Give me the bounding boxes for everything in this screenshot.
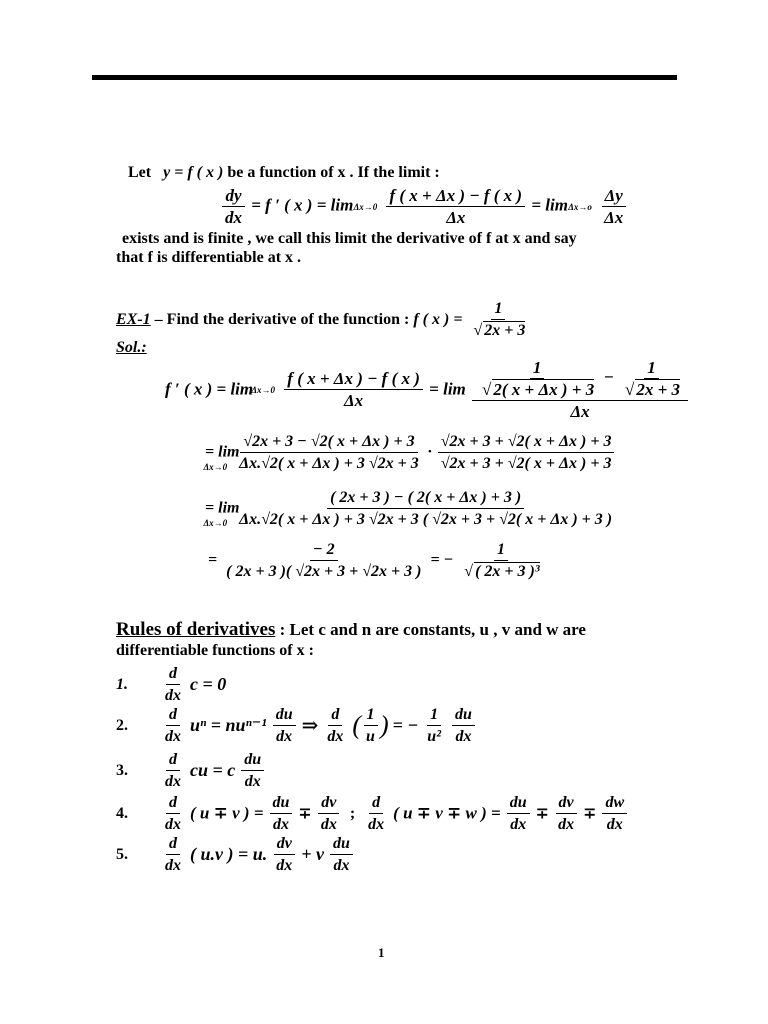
- def-eq-lim2: = lim: [531, 195, 568, 215]
- example-text: – Find the derivative of the function :: [154, 311, 410, 329]
- rule-5-expr: ( u.v ) = u.: [190, 844, 268, 864]
- sol-l4-final-fraction: 1 √ ( 2x + 3 )³: [459, 540, 542, 581]
- rule-4-expr-b: ( u ∓ v ∓ w ) =: [393, 803, 501, 823]
- sol-l2-sub: Δx→0: [203, 461, 228, 472]
- rules-heading-line: [116, 620, 586, 640]
- rule-5-number: 5.: [116, 845, 128, 863]
- def-difference-quotient: $\frac{f ( x + \Delta x ) - f ( x )}{\Delta x}$: [386, 186, 525, 227]
- rules-colon: :: [279, 620, 286, 639]
- rule-1-number: 1.: [116, 675, 128, 693]
- rule-5: 5. $\frac{d}{dx}$ ( u.v ) = u. $\frac{dv}{dx}$ + v $\frac{du}{dx}$: [116, 834, 355, 875]
- rule-5-plus-v: + v: [301, 844, 325, 864]
- sol-l2-prefix: = lim: [205, 443, 240, 461]
- sol-l2-dot: ·: [427, 443, 432, 461]
- def-eq-lim: = f ′ ( x ) = lim: [251, 195, 354, 215]
- sol-l2-fraction-a: $\frac{√2x + 3 - √2( x + \Delta x ) + 3}{\Delta x.√2( x + \Delta x ) + 3 √2x + 3}$: [239, 433, 419, 472]
- sol-l1-eq: = lim: [429, 379, 466, 399]
- intro-let-line: [128, 163, 440, 183]
- sol-l1-quotient: $\frac{f ( x + \Delta x ) - f ( x )}{\Delta x}$: [284, 369, 423, 410]
- sol-l1-lhs: f ′ ( x ) = lim: [165, 379, 254, 399]
- solution-line-3: [205, 488, 617, 529]
- example-func-fraction: 1 √ 2x + 3: [468, 299, 528, 340]
- rule-4: 4. $\frac{d}{dx}$ ( u ∓ v ) = $\frac{du}{dx}$ ∓ $\frac{dv}{dx}$ ; $\frac{d}{dx}$ ( u ∓ v ∓ w ) = $\frac{du}{dx}$ ∓ $\frac{dv}{dx}$ ∓ $\frac{dw}{dx}$: [116, 793, 629, 834]
- rule-2-expr-c: = −: [392, 715, 419, 735]
- def-lim-sub: Δx→0: [353, 201, 378, 212]
- let-suffix: be a function of x . If the limit :: [227, 164, 440, 181]
- solution-line-2: [205, 432, 616, 473]
- sol-l3-fraction: $\frac{( 2x + 3 ) - ( 2( x + \Delta x ) + 3 )}{\Delta x.√2( x + \Delta x ) + 3 √2x + 3 ( √2x + 3 + √2( x + \Delta x ) + 3 )}$: [239, 489, 613, 528]
- example-func-lhs: f ( x ) =: [413, 311, 463, 329]
- rule-2-expr-a: uⁿ = nuⁿ⁻¹: [190, 715, 267, 735]
- rule-2-implies: ⇒: [301, 715, 319, 737]
- rule-1-expr: c = 0: [190, 674, 227, 694]
- rules-heading-text: Let c and n are constants, u , v and w are: [289, 620, 586, 639]
- sol-l4-eq: = −: [430, 551, 454, 569]
- example-heading: [116, 300, 530, 341]
- derivative-definition: [220, 186, 628, 227]
- page-number: 1: [378, 945, 385, 960]
- rule-3-number: 3.: [116, 761, 128, 779]
- rule-4-number: 4.: [116, 804, 128, 822]
- solution-label: Sol.:: [116, 339, 147, 356]
- rule-4-expr-a: ( u ∓ v ) =: [190, 803, 264, 823]
- example-label: EX-1: [116, 311, 151, 329]
- delta-y-delta-x: $\frac{\Delta y}{\Delta x}$: [601, 186, 626, 227]
- intro-text-line1: exists and is finite , we call this limit the derivative of f at x and say: [122, 230, 577, 247]
- sol-l3-prefix: = lim: [205, 499, 240, 517]
- def-lim-sub2: Δx→o: [568, 201, 592, 212]
- solution-line-1: [165, 358, 690, 421]
- rule-4-semicolon: ;: [349, 804, 356, 822]
- rule-3: 3. $\frac{d}{dx}$ cu = c $\frac{du}{dx}$: [116, 750, 266, 791]
- rule-2-number: 2.: [116, 716, 128, 734]
- sol-l3-sub: Δx→0: [203, 517, 228, 528]
- intro-text-line2: that f is differentiable at x .: [116, 249, 302, 266]
- let-word: Let: [128, 164, 152, 181]
- rules-heading-text2: differentiable functions of x :: [116, 642, 314, 659]
- solution-line-4: [208, 540, 545, 581]
- rule-4-mp-3: ∓: [583, 805, 597, 823]
- rule-2: 2. $\frac{d}{dx}$ uⁿ = nuⁿ⁻¹ $\frac{du}{dx}$ ⇒ $\frac{d}{dx}$ ( $\frac{1}{u}$ ) = − $\frac{1}{\text{u²}}$ $\frac{du}{dx}$: [116, 705, 477, 746]
- rule-4-mp-2: ∓: [535, 805, 550, 823]
- dy-dx-fraction: $\frac{dy}{dx}$: [222, 186, 245, 227]
- sol-l1-sub: Δx→0: [251, 384, 276, 395]
- rule-4-mp-1: ∓: [298, 805, 312, 823]
- header-rule: [92, 75, 677, 80]
- y-equals-fx: y = f ( x ): [163, 164, 224, 181]
- sol-l1-big-fraction: 1 √ 2( x + Δx ) + 3 − 1 √ 2x + 3 Δx: [472, 358, 688, 421]
- sol-l4-prefix: =: [208, 551, 218, 569]
- rule-3-expr: cu = c: [190, 760, 236, 780]
- rules-heading: Rules of derivatives: [116, 619, 276, 640]
- rule-1: 1. $\frac{d}{dx}$ c = 0: [116, 665, 227, 704]
- sol-l4-fraction: $\frac{- 2}{( 2x + 3 )( √2x + 3 + √2x + 3 )}$: [226, 541, 422, 580]
- sol-l2-fraction-b: $\frac{√2x + 3 + √2( x + \Delta x ) + 3}{√2x + 3 + √2( x + \Delta x ) + 3}$: [438, 432, 615, 473]
